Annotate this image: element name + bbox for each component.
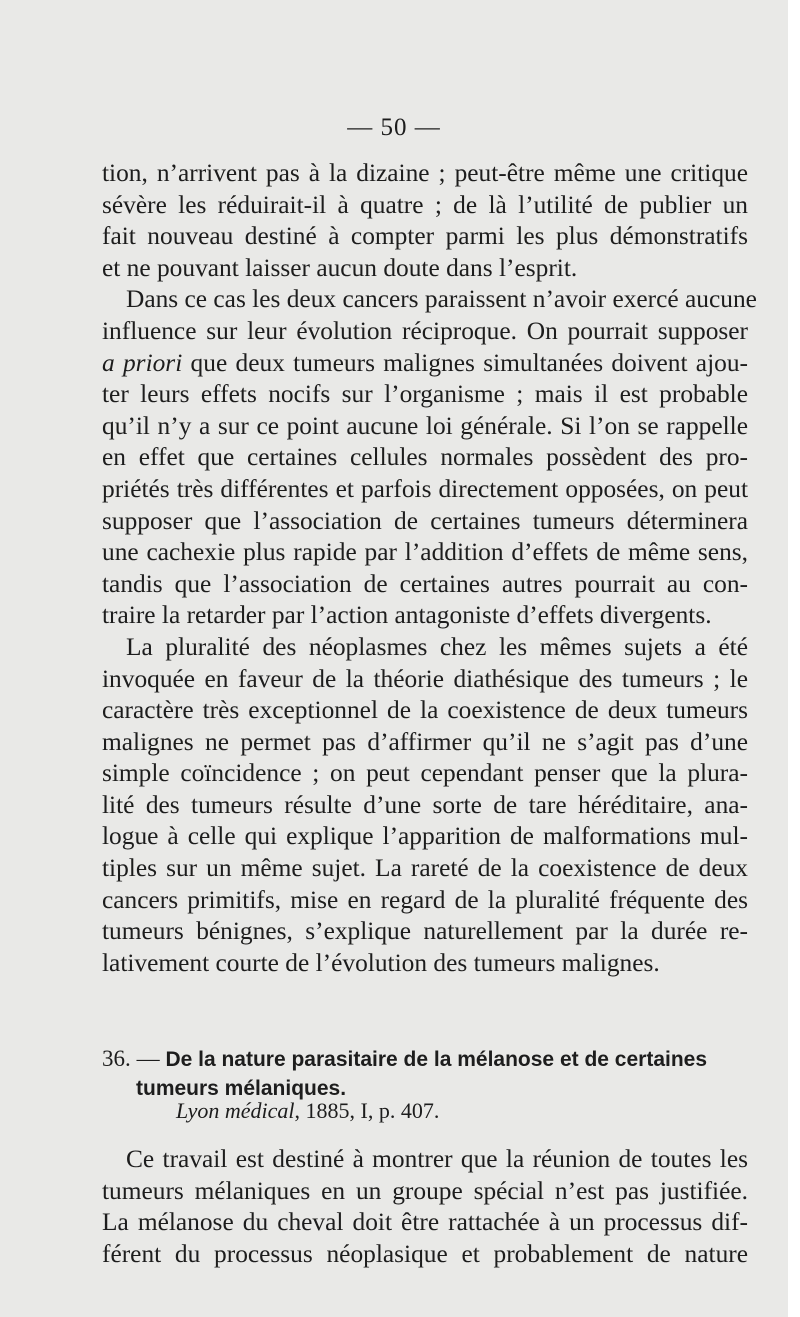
entry-heading — [102, 1044, 748, 1074]
text-line: qu’il n’y a sur ce point aucune loi générale. Si l’on se rappelle — [102, 411, 748, 440]
text-line: simple coïncidence ; on peut cependant penser que la plura- — [102, 759, 748, 788]
entry-citation — [176, 1098, 439, 1124]
text-line: tion, n’arrivent pas à la dizaine ; peut-être même une critique — [102, 159, 748, 187]
journal-name: Lyon médical — [176, 1098, 295, 1123]
text-line: tiples sur un même sujet. La rareté de la coexistence de deux — [102, 854, 748, 883]
entry-title-line-1: De la nature parasitaire de la mélanose et de certaines — [165, 1048, 708, 1071]
italic-phrase: a priori — [102, 348, 183, 377]
text-line: Ce travail est destiné à montrer que la réunion de toutes les — [126, 1145, 748, 1173]
text-line: sévère les réduirait-il à quatre ; de là l’utilité de publier un — [102, 190, 748, 219]
text-line: tandis que l’association de certaines autres pourrait au con- — [102, 569, 748, 598]
text-line: cancers primitifs, mise en regard de la pluralité fréquente des — [102, 885, 748, 914]
text-line: La pluralité des néoplasmes chez les mêmes sujets a été — [126, 632, 748, 661]
text-line: malignes ne permet pas d’affirmer qu’il ne s’agit pas d’une — [102, 727, 748, 756]
text-line: fait nouveau destiné à compter parmi les plus démonstratifs — [102, 222, 748, 251]
text-line-with-italic — [102, 348, 748, 380]
text-line: Dans ce cas les deux cancers paraissent n’avoir exercé aucune — [126, 285, 757, 314]
text-line: ter leurs effets nocifs sur l’organisme ; mais il est probable — [102, 380, 748, 409]
text-line: La mélanose du cheval doit être rattachée à un processus dif- — [102, 1208, 748, 1237]
text-line: tumeurs mélaniques en un groupe spécial n’est pas justifiée. — [102, 1176, 748, 1205]
text-line-rest: que deux tumeurs malignes simultanées doivent ajou- — [190, 348, 748, 377]
entry-title-line-2: tumeurs mélaniques. — [136, 1077, 347, 1100]
text-line: lité des tumeurs résulte d’une sorte de tare héréditaire, ana- — [102, 790, 748, 819]
body-text-bottom — [102, 1144, 748, 1270]
text-line: férent du processus néoplasique et probablement de nature — [102, 1239, 748, 1268]
text-line: traire la retarder par l’action antagoniste d’effets divergents. — [102, 601, 712, 630]
journal-reference: , 1885, I, p. 407. — [294, 1098, 440, 1123]
body-text-top — [102, 158, 757, 979]
entry-number: 36. — [102, 1046, 131, 1071]
text-line: supposer que l’association de certaines tumeurs déterminera — [102, 506, 748, 535]
text-line: priétés très différentes et parfois directement opposées, on peut — [102, 474, 748, 503]
text-line: une cachexie plus rapide par l’addition d’effets de même sens, — [102, 538, 748, 567]
bibliography-entry — [102, 1044, 748, 1103]
entry-dash: — — [136, 1046, 160, 1071]
text-line: et ne pouvant laisser aucun doute dans l’esprit. — [102, 253, 578, 282]
text-line: lativement courte de l’évolution des tumeurs malignes. — [102, 948, 660, 977]
scan-margin — [788, 0, 800, 1317]
text-line: caractère très exceptionnel de la coexistence de deux tumeurs — [102, 696, 748, 725]
page-number: — 50 — — [347, 114, 441, 141]
text-line: logue à celle qui explique l’apparition de malformations mul- — [102, 822, 748, 851]
text-line: en effet que certaines cellules normales possèdent des pro- — [102, 443, 748, 472]
text-line: influence sur leur évolution réciproque. On pourrait supposer — [102, 316, 748, 345]
text-line: tumeurs bénignes, s’explique naturellement par la durée re- — [102, 917, 748, 946]
text-line: invoquée en faveur de la théorie diathésique des tumeurs ; le — [102, 664, 748, 693]
